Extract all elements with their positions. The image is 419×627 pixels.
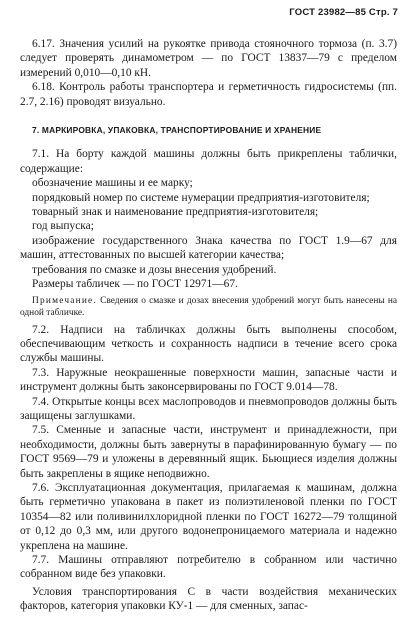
list-item: изображение государственного Знака качества по ГОСТ 1.9—67 для машин, аттестованных по высшей категории качества; [20, 234, 397, 262]
paragraph-7-1: 7.1. На борту каждой машины должны быть прикреплены таблички, содержащие: [20, 148, 397, 175]
paragraph-7-4: 7.4. Открытые концы всех маслопроводов и пневмопроводов должны быть защищены заглушками. [20, 395, 397, 422]
list-item: товарный знак и наименование предприятия-изготовителя; [32, 206, 319, 219]
list-item: порядковый номер по системе нумерации предприятия-изготовителя; [32, 191, 370, 204]
note-label: Примечание. [32, 295, 97, 306]
page-header: ГОСТ 23982—85 Стр. 7 [289, 7, 398, 18]
paragraph-7-7: 7.7. Машины отправляют потребителю в собранном или частично собранном виде без упаковки. [20, 554, 397, 581]
note [20, 295, 397, 319]
paragraph-transport-conditions: Условия транспортирования С в части воздействия механических факторов, категория упаковки КУ-1 — для сменных, запас- [20, 585, 397, 613]
note-text: Сведения о смазке и дозах внесения удобрений могут быть нанесены на одной табличке. [20, 295, 398, 318]
list-item: обозначение машины и ее марку; [32, 177, 193, 190]
section-heading: 7. МАРКИРОВКА, УПАКОВКА, ТРАНСПОРТИРОВАНИЕ И ХРАНЕНИЕ [32, 125, 322, 136]
list-item: год выпуска; [32, 220, 94, 233]
document-body [20, 37, 397, 614]
paragraph-7-3: 7.3. Наружные неокрашенные поверхности машин, запасные части и инструмент должны быть законсервированы по ГОСТ 9.014—78. [20, 366, 397, 394]
list-item: требования по смазке и дозы внесения удобрений. [32, 263, 277, 276]
paragraph-7-6: 7.6. Эксплуатационная документация, прилагаемая к машинам, должна быть герметично упакована в пакет из полиэтиленовой пленки по ГОСТ 10354—82 или поливинилхлоридной пленки по ГОСТ 16272—79 толщиной от 0,12 до 0,3 мм, или другого водонепроницаемого материала и надежно укреплена на машине. [20, 481, 397, 552]
sizes-line: Размеры табличек — по ГОСТ 12971—67. [32, 278, 238, 291]
paragraph-7-5: 7.5. Сменные и запасные части, инструмент и принадлежности, при необходимости, должны быть завернуты в парафинированную бумагу — по ГОСТ 9569—79 и уложены в деревянный ящик. Бьющиеся изделия должны быть закреплены в ящике неподвижно. [20, 424, 397, 480]
paragraph-6-18: 6.18. Контроль работы транспортера и герметичность гидросистемы (пп. 2.7, 2.16) проводят визуально. [20, 81, 397, 108]
paragraph-7-2: 7.2. Надписи на табличках должны быть выполнены способом, обеспечивающим четкость и сохранность надписи в течение всего срока службы машины. [20, 323, 397, 365]
paragraph-6-17: 6.17. Значения усилий на рукоятке привода стояночного тормоза (п. 3.7) следует проверять динамометром — по ГОСТ 13837—79 с пределом измерений 0,010—0,10 кН. [20, 38, 397, 79]
